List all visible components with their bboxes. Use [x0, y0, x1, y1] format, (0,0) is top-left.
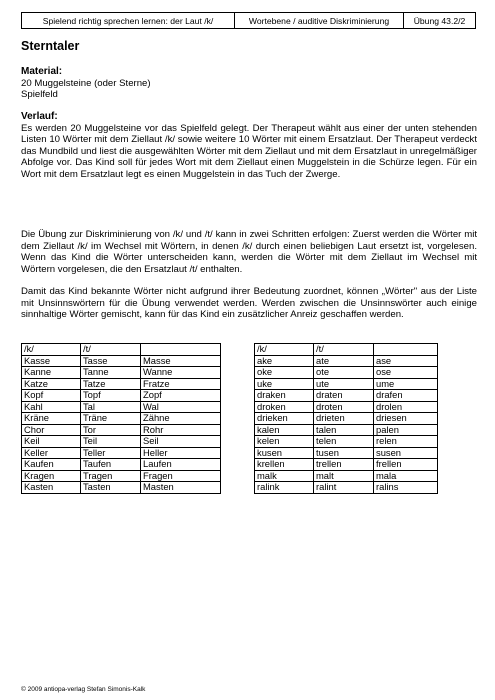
table-cell: ralins — [374, 482, 438, 494]
table-cell: oke — [255, 367, 314, 379]
header-exercise-number: Übung 43.2/2 — [413, 15, 466, 26]
table-row — [22, 459, 221, 471]
table-header-row — [22, 344, 221, 356]
table-cell: Topf — [81, 390, 141, 402]
table-row — [255, 367, 438, 379]
table-cell: ate — [314, 355, 374, 367]
table-cell: Laufen — [141, 459, 221, 471]
worksheet-header — [21, 12, 476, 29]
table-cell: Kanne — [22, 367, 81, 379]
table-cell: Tor — [81, 424, 141, 436]
table-row — [22, 355, 221, 367]
table-row — [255, 436, 438, 448]
table-cell: Tragen — [81, 470, 141, 482]
table-cell: Wanne — [141, 367, 221, 379]
header-subject: Spielend richtig sprechen lernen: der Laut /k/ — [22, 13, 235, 28]
verlauf-paragraph-nonsense: Damit das Kind bekannte Wörter nicht aufgrund ihrer Bedeutung zuordnet, können „Wörter" aus der Liste mit Unsinnswörtern für die Übung verwendet werden. Werden zwischen die Unsinnswörter auch einige sinnhaltige Wörter gemischt, kann für das Kind ein zusätzlicher Anreiz geschaffen werden. — [21, 286, 477, 321]
table-cell: Träne — [81, 413, 141, 425]
table-header-cell — [141, 344, 221, 356]
real-words-table — [21, 343, 221, 494]
table-cell: Taufen — [81, 459, 141, 471]
table-header-cell: /t/ — [81, 344, 141, 356]
table-cell: ume — [374, 378, 438, 390]
material-item: Spielfeld — [21, 89, 58, 101]
table-row — [255, 401, 438, 413]
table-cell: Fratze — [141, 378, 221, 390]
table-cell: driesen — [374, 413, 438, 425]
table-row — [22, 413, 221, 425]
table-cell: relen — [374, 436, 438, 448]
table-cell: malk — [255, 470, 314, 482]
table-cell: Kaufen — [22, 459, 81, 471]
table-cell: Keller — [22, 447, 81, 459]
table-cell: kalen — [255, 424, 314, 436]
table-cell: Tal — [81, 401, 141, 413]
header-level: Wortebene / auditive Diskriminierung — [235, 13, 404, 28]
table-cell: droken — [255, 401, 314, 413]
material-item: 20 Muggelsteine (oder Sterne) — [21, 77, 151, 89]
table-row — [255, 378, 438, 390]
table-row — [22, 390, 221, 402]
table-row — [22, 367, 221, 379]
table-cell: ake — [255, 355, 314, 367]
table-cell: Tasse — [81, 355, 141, 367]
table-cell: telen — [314, 436, 374, 448]
table-cell: malt — [314, 470, 374, 482]
table-row — [255, 470, 438, 482]
table-row — [255, 355, 438, 367]
table-row — [22, 401, 221, 413]
table-cell: Masse — [141, 355, 221, 367]
table-cell: drolen — [374, 401, 438, 413]
table-row — [255, 390, 438, 402]
table-row — [255, 447, 438, 459]
table-row — [255, 459, 438, 471]
table-cell: Fragen — [141, 470, 221, 482]
table-cell: ute — [314, 378, 374, 390]
verlauf-paragraph-procedure: Es werden 20 Muggelsteine vor das Spielfeld gelegt. Der Therapeut wählt aus einer der unten stehenden Listen 10 Wörter mit dem Ziellaut /k/ sowie weitere 10 Wörter mit einem Ersatzlaut. Der Therapeut verdeckt das Mundbild und liest die ausgewählten Wörter mit dem Ziellaut und mit dem Ersatzlaut in unregelmäßiger Abfolge vor. Das Kind soll für jedes Wort mit dem Ziellaut einen Muggelstein in die Schürze legen. Für ein Wort mit dem Ersatzlaut legt es einen Muggelstein in das Tuch der Zwerge. — [21, 122, 477, 180]
table-cell: Kasse — [22, 355, 81, 367]
table-row — [22, 482, 221, 494]
table-cell: Teller — [81, 447, 141, 459]
verlauf-heading: Verlauf: — [21, 111, 58, 122]
table-cell: frellen — [374, 459, 438, 471]
table-cell: Kahl — [22, 401, 81, 413]
table-cell: ase — [374, 355, 438, 367]
table-cell: trellen — [314, 459, 374, 471]
table-cell: krellen — [255, 459, 314, 471]
table-cell: draken — [255, 390, 314, 402]
table-cell: draten — [314, 390, 374, 402]
table-cell: Kräne — [22, 413, 81, 425]
table-cell: Zopf — [141, 390, 221, 402]
table-cell: Rohr — [141, 424, 221, 436]
table-row — [22, 436, 221, 448]
table-row — [22, 424, 221, 436]
table-cell: Heller — [141, 447, 221, 459]
nonsense-words-table — [254, 343, 438, 494]
table-cell: Wal — [141, 401, 221, 413]
table-cell: droten — [314, 401, 374, 413]
table-cell: Tasten — [81, 482, 141, 494]
table-header-cell: /k/ — [22, 344, 81, 356]
table-cell: kusen — [255, 447, 314, 459]
table-cell: ote — [314, 367, 374, 379]
table-cell: ose — [374, 367, 438, 379]
table-cell: Teil — [81, 436, 141, 448]
table-cell: ralint — [314, 482, 374, 494]
table-cell: Katze — [22, 378, 81, 390]
table-row — [255, 424, 438, 436]
table-cell: Tanne — [81, 367, 141, 379]
table-header-row — [255, 344, 438, 356]
table-cell: susen — [374, 447, 438, 459]
table-cell: tusen — [314, 447, 374, 459]
material-section — [21, 66, 477, 101]
table-cell: talen — [314, 424, 374, 436]
table-cell: kelen — [255, 436, 314, 448]
table-cell: Kasten — [22, 482, 81, 494]
page-title: Sterntaler — [21, 39, 80, 53]
table-row — [22, 378, 221, 390]
table-cell: Keil — [22, 436, 81, 448]
table-cell: Kopf — [22, 390, 81, 402]
table-header-cell: /k/ — [255, 344, 314, 356]
table-row — [22, 470, 221, 482]
table-cell: uke — [255, 378, 314, 390]
table-cell: Zähne — [141, 413, 221, 425]
table-cell: Seil — [141, 436, 221, 448]
table-cell: drieken — [255, 413, 314, 425]
table-header-cell: /t/ — [314, 344, 374, 356]
table-cell: Tatze — [81, 378, 141, 390]
material-heading: Material: — [21, 66, 63, 77]
table-row — [22, 447, 221, 459]
table-cell: Masten — [141, 482, 221, 494]
copyright-footer: © 2009 antiopa-verlag Stefan Simonis-Kalk — [21, 686, 146, 693]
table-header-cell — [374, 344, 438, 356]
verlauf-paragraph-steps: Die Übung zur Diskriminierung von /k/ und /t/ kann in zwei Schritten erfolgen: Zuerst werden die Wörter mit dem Ziellaut /k/ im Wechsel mit Wörtern, in denen /k/ durch einen beliebigen Laut ersetzt ist, vorgelesen. Wenn das Kind die Wörter unterscheiden kann, werden die Wörter mit dem Ziellaut im Wechsel mit Wörtern vorgelesen, die den Ersatzlaut /t/ enthalten. — [21, 229, 477, 275]
table-cell: ralink — [255, 482, 314, 494]
table-cell: drafen — [374, 390, 438, 402]
table-cell: mala — [374, 470, 438, 482]
table-row — [255, 482, 438, 494]
table-cell: Chor — [22, 424, 81, 436]
table-cell: Kragen — [22, 470, 81, 482]
verlauf-section — [21, 111, 477, 181]
table-row — [255, 413, 438, 425]
table-cell: palen — [374, 424, 438, 436]
table-cell: drieten — [314, 413, 374, 425]
